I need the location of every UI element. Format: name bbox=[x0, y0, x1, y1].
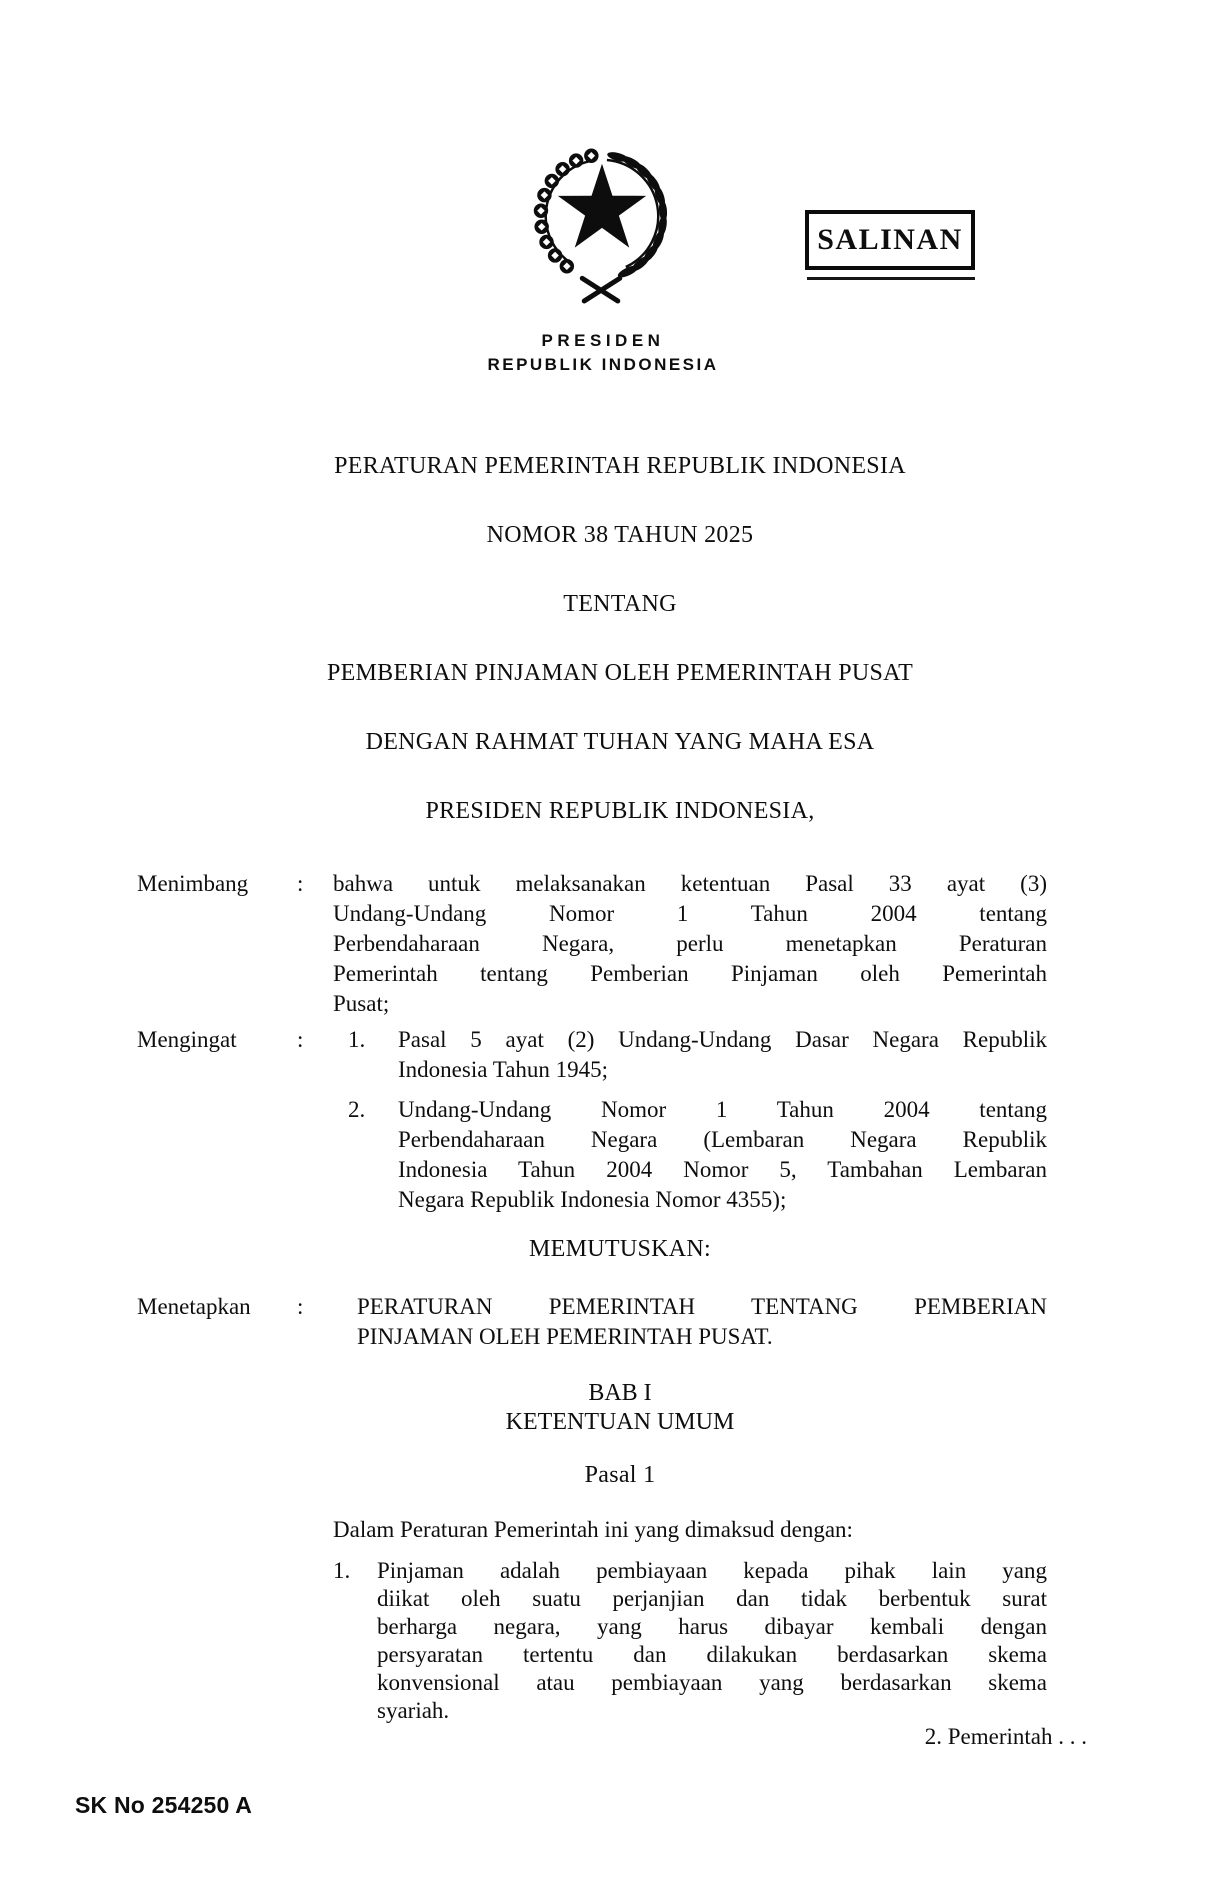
text-line: persyaratan tertentu dan dilakukan berdasarkan skema bbox=[377, 1642, 1047, 1667]
text-line: Indonesia Tahun 2004 Nomor 5, Tambahan Lembaran bbox=[398, 1157, 1047, 1182]
menimbang-colon: : bbox=[297, 871, 304, 896]
text-line: Negara Republik Indonesia Nomor 4355); bbox=[398, 1187, 787, 1212]
text-line: Perbendaharaan Negara, perlu menetapkan Peraturan bbox=[333, 931, 1047, 956]
title-line-5: DENGAN RAHMAT TUHAN YANG MAHA ESA bbox=[365, 729, 875, 755]
title-line-6: PRESIDEN REPUBLIK INDONESIA, bbox=[425, 798, 815, 824]
presidential-emblem bbox=[523, 136, 681, 308]
text-line: Pinjaman adalah pembiayaan kepada pihak lain yang bbox=[377, 1558, 1047, 1583]
title-line-4: PEMBERIAN PINJAMAN OLEH PEMERINTAH PUSAT bbox=[326, 660, 914, 686]
menetapkan-colon: : bbox=[297, 1294, 304, 1319]
mengingat-item-1 bbox=[348, 1025, 1184, 1085]
text-line: PINJAMAN OLEH PEMERINTAH PUSAT. bbox=[357, 1324, 773, 1349]
title-line-2: NOMOR 38 TAHUN 2025 bbox=[486, 522, 754, 548]
menetapkan-label: Menetapkan bbox=[137, 1294, 251, 1319]
text-line: Pasal 5 ayat (2) Undang-Undang Dasar Negara Republik bbox=[398, 1027, 1047, 1052]
text-line: konvensional atau pembiayaan yang berdasarkan skema bbox=[377, 1670, 1047, 1695]
bab-title: KETENTUAN UMUM bbox=[505, 1409, 735, 1435]
text-line: Indonesia Tahun 1945; bbox=[398, 1057, 609, 1082]
text-line: PERATURAN PEMERINTAH TENTANG PEMBERIAN bbox=[357, 1294, 1047, 1319]
text-line: Undang-Undang Nomor 1 Tahun 2004 tentang bbox=[333, 901, 1047, 926]
item-number: 1. bbox=[333, 1558, 351, 1583]
text-line: Undang-Undang Nomor 1 Tahun 2004 tentang bbox=[398, 1097, 1047, 1122]
item-number: 2. bbox=[348, 1097, 366, 1122]
text-line: diikat oleh suatu perjanjian dan tidak berbentuk surat bbox=[377, 1586, 1047, 1611]
text-line: Pusat; bbox=[333, 991, 390, 1016]
item-number: 1. bbox=[348, 1027, 366, 1052]
text-line: syariah. bbox=[377, 1698, 450, 1723]
footer-sk-number: SK No 254250 A bbox=[75, 1792, 253, 1818]
text-line: berharga negara, yang harus dibayar kembali dengan bbox=[377, 1614, 1047, 1639]
text-line: bahwa untuk melaksanakan ketentuan Pasal 33 ayat (3) bbox=[333, 871, 1047, 896]
bab-heading bbox=[193, 1379, 1047, 1437]
salinan-stamp bbox=[805, 210, 975, 270]
pasal-intro: Dalam Peraturan Pemerintah ini yang dimaksud dengan: bbox=[333, 1517, 853, 1542]
text-line: Pemerintah tentang Pemberian Pinjaman oleh Pemerintah bbox=[333, 961, 1047, 986]
title-line-1: PERATURAN PEMERINTAH REPUBLIK INDONESIA bbox=[334, 453, 906, 479]
text-line: Perbendaharaan Negara (Lembaran Negara Republik bbox=[398, 1127, 1047, 1152]
mengingat-item-2 bbox=[348, 1095, 1184, 1215]
star-icon bbox=[558, 164, 646, 248]
title-line-3: TENTANG bbox=[563, 591, 677, 617]
mengingat-colon: : bbox=[297, 1027, 304, 1052]
letterhead bbox=[453, 331, 753, 375]
clause-menimbang bbox=[137, 869, 1047, 1019]
catchword: 2. Pemerintah . . . bbox=[924, 1724, 1087, 1749]
memutuskan-heading: MEMUTUSKAN: bbox=[529, 1236, 711, 1262]
clause-menetapkan bbox=[137, 1292, 1047, 1352]
salinan-stamp-underline bbox=[807, 277, 975, 280]
pasal-item-1 bbox=[333, 1557, 1047, 1725]
mengingat-label: Mengingat bbox=[137, 1027, 237, 1052]
letterhead-presiden: PRESIDEN bbox=[541, 331, 665, 350]
pasal-heading: Pasal 1 bbox=[584, 1462, 656, 1488]
letterhead-republik-indonesia: REPUBLIK INDONESIA bbox=[487, 355, 719, 374]
bab-number: BAB I bbox=[588, 1380, 652, 1406]
menimbang-label: Menimbang bbox=[137, 871, 249, 896]
salinan-stamp-label: SALINAN bbox=[817, 223, 963, 256]
clause-mengingat bbox=[137, 1025, 1047, 1225]
